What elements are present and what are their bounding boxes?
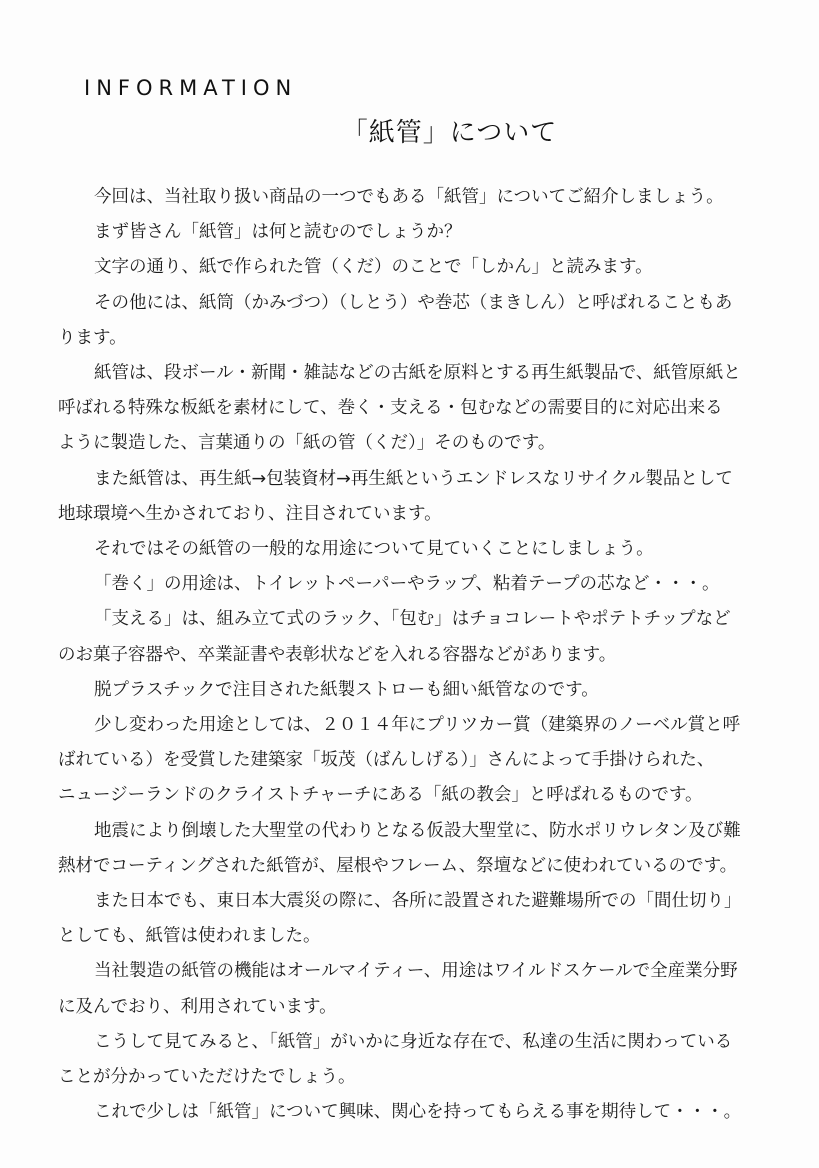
paragraph-line: 「支える」は、組み立て式のラック、「包む」はチョコレートやポテトチップなど [94, 609, 731, 630]
paragraph [76, 532, 748, 567]
paragraph-line: のお菓子容器や、卒業証書や表彰状などを入れる容器などがあります。 [58, 644, 617, 665]
paragraph-line: 当社製造の紙管の機能はオールマイティー、用途はワイルドスケールで全産業分野 [94, 961, 738, 982]
paragraph-line: としても、紙管は使われました。 [58, 926, 321, 947]
paragraph [58, 814, 748, 884]
paragraph [58, 884, 748, 954]
paragraph-line: 文字の通り、紙で作られた管（くだ）のことで「しかん」と読みます。 [94, 257, 653, 278]
paragraph-line: 脱プラスチックで注目された紙製ストローも細い紙管なのです。 [94, 679, 599, 700]
section-label: INFORMATION [84, 76, 298, 100]
paragraph [76, 1095, 748, 1130]
paragraph-line: 少し変わった用途としては、２０１４年にプリツカー賞（建築界のノーベル賞と呼 [94, 715, 741, 736]
paragraph-line: ことが分かっていただけたでしょう。 [58, 1067, 356, 1088]
paragraph-line: これで少しは「紙管」について興味、関心を持ってもらえる事を期待して・・・。 [94, 1102, 742, 1123]
paragraph-line: こうして見てみると、「紙管」がいかに身近な存在で、私達の生活に関わっている [94, 1031, 733, 1052]
paragraph-line: 紙管は、段ボール・新聞・雑誌などの古紙を原料とする再生紙製品で、紙管原紙と [94, 363, 741, 384]
paragraph-line: まず皆さん「紙管」は何と読むのでしょうか？ [94, 222, 462, 243]
paragraph [58, 356, 748, 462]
paragraph-line: 今回は、当社取り扱い商品の一つでもある「紙管」についてご紹介しましょう。 [94, 187, 724, 207]
paragraph [76, 673, 748, 708]
paragraph-line: 呼ばれる特殊な板紙を素材にして、巻く・支える・包むなどの需要目的に対応出来る [58, 398, 723, 419]
paragraph [58, 602, 748, 672]
paragraph [76, 567, 748, 602]
paragraph-line: ります。 [58, 327, 127, 348]
paragraph [76, 180, 748, 215]
paragraph-line: 「巻く」の用途は、トイレットペーパーやラップ、粘着テープの芯など・・・。 [94, 574, 720, 595]
paragraph-line: また日本でも、東日本大震災の際に、各所に設置された避難場所での「間仕切り」 [94, 891, 742, 912]
paragraph [76, 215, 748, 250]
paragraph [58, 708, 748, 814]
paragraph-line: ばれている）を受賞した建築家「坂茂（ばんしげる）」さんによって手掛けられた、 [58, 750, 715, 771]
paragraph-line: 地震により倒壊した大聖堂の代わりとなる仮設大聖堂に、防水ポリウレタン及び難 [94, 820, 741, 841]
paragraph-line: 熱材でコーティングされた紙管が、屋根やフレーム、祭壇などに使われているのです。 [58, 855, 738, 876]
article-body [58, 180, 748, 1130]
paragraph [76, 250, 748, 285]
paragraph-line: ように製造した、言葉通りの「紙の管（くだ）」そのものです。 [58, 433, 556, 454]
paragraph-line: その他には、紙筒（かみづつ）（しとう）や巻芯（まきしん）と呼ばれることもあ [94, 292, 733, 313]
paragraph-line: に及んでおり、利用されています。 [58, 996, 337, 1017]
paragraph-line: それではその紙管の一般的な用途について見ていくことにしましょう。 [94, 539, 654, 560]
paragraph-line: 地球環境へ生かされており、注目されています。 [58, 503, 442, 524]
page-title: 「紙管」について [341, 118, 558, 148]
paragraph [58, 1025, 748, 1095]
paragraph [58, 286, 748, 356]
paragraph-line: ニュージーランドのクライストチャーチにある「紙の教会」と呼ばれるものです。 [58, 785, 703, 806]
paragraph-line: また紙管は、再生紙→包装資材→再生紙というエンドレスなリサイクル製品として [94, 468, 733, 489]
paragraph [58, 954, 748, 1024]
paragraph [58, 462, 748, 532]
